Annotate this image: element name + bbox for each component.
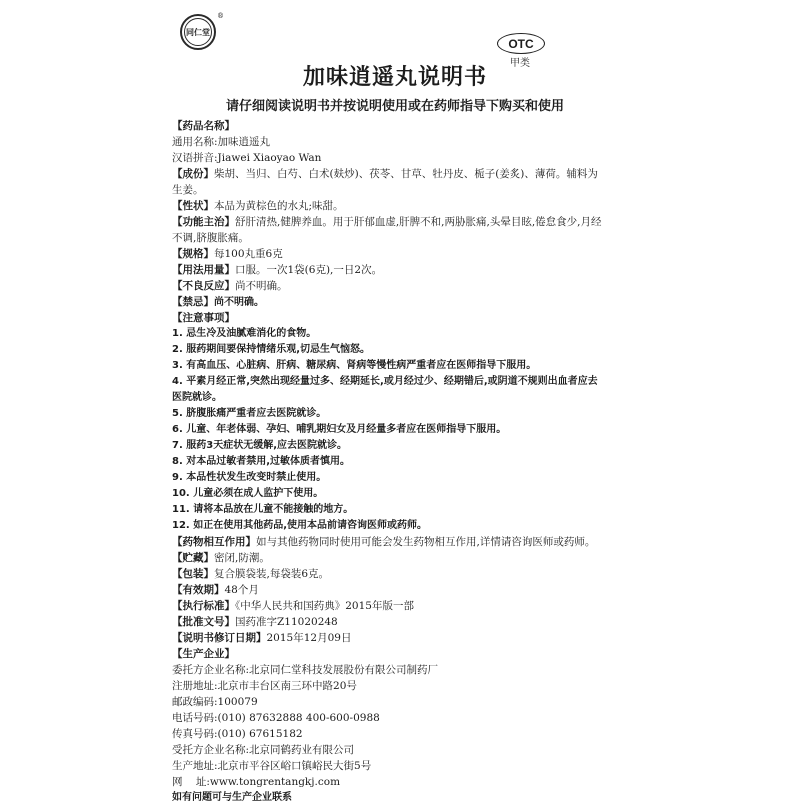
document-subtitle: 请仔细阅读说明书并按说明使用或在药师指导下购买和使用 <box>225 99 564 114</box>
contraindication-row: 【禁忌】尚不明确。 <box>172 296 264 308</box>
precaution-item: 9. 本品性状发生改变时禁止使用。 <box>172 472 327 483</box>
precaution-item: 10. 儿童必须在成人监护下使用。 <box>172 488 324 499</box>
revision-row: 【说明书修订日期】2015年12月09日 <box>172 632 352 644</box>
manufacturer-row: 受托方企业名称:北京同鹤药业有限公司 <box>172 744 355 756</box>
indications-row: 【功能主治】舒肝清热,健脾养血。用于肝郁血虚,肝脾不和,两胁胀痛,头晕目眩,倦怠食少,月经不调,脐腹胀痛。 <box>172 216 602 244</box>
adverse-row: 【不良反应】尚不明确。 <box>172 280 288 292</box>
precaution-item: 7. 服药3天症状无缓解,应去医院就诊。 <box>172 440 347 451</box>
generic-name-row: 通用名称:加味逍遥丸 <box>172 136 271 148</box>
precaution-item: 8. 对本品过敏者禁用,过敏体质者慎用。 <box>172 456 351 467</box>
precaution-item: 3. 有高血压、心脏病、肝病、糖尿病、肾病等慢性病严重者应在医师指导下服用。 <box>172 360 537 371</box>
pinyin-row: 汉语拼音:Jiawei Xiaoyao Wan <box>172 152 322 164</box>
company-logo: 同仁堂 <box>180 14 216 50</box>
manufacturer-row: 委托方企业名称:北京同仁堂科技发展股份有限公司制药厂 <box>172 664 439 676</box>
manufacturer-row: 邮政编码:100079 <box>172 696 258 708</box>
footer-contact-note: 如有问题可与生产企业联系 <box>172 792 292 803</box>
otc-class-label: 甲类 <box>510 58 530 69</box>
registered-mark: ® <box>217 12 224 20</box>
manufacturer-row: 注册地址:北京市丰台区南三环中路20号 <box>172 680 357 692</box>
document-title: 加味逍遥丸说明书 <box>302 65 487 90</box>
validity-row: 【有效期】48个月 <box>172 584 259 596</box>
properties-row: 【性状】本品为黄棕色的水丸;味甜。 <box>172 200 344 212</box>
precaution-item: 5. 脐腹胀痛严重者应去医院就诊。 <box>172 408 327 419</box>
precaution-item: 6. 儿童、年老体弱、孕妇、哺乳期妇女及月经量多者应在医师指导下服用。 <box>172 424 507 435</box>
manufacturer-row: 传真号码:(010) 67615182 <box>172 728 303 740</box>
spec-row: 【规格】每100丸重6克 <box>172 248 283 260</box>
precaution-item: 12. 如正在使用其他药品,使用本品前请咨询医师或药师。 <box>172 520 427 531</box>
otc-badge: OTC <box>497 33 545 54</box>
storage-row: 【贮藏】密闭,防潮。 <box>172 552 270 564</box>
ingredients-row: 【成份】柴胡、当归、白芍、白术(麸炒)、茯苓、甘草、牡丹皮、栀子(姜炙)、薄荷。辅料为生姜。 <box>172 168 598 196</box>
precaution-item: 1. 忌生冷及油腻难消化的食物。 <box>172 328 317 339</box>
leaflet-body <box>172 118 602 806</box>
approval-row: 【批准文号】国药准字Z11020248 <box>172 616 338 628</box>
standard-row: 【执行标准】《中华人民共和国药典》2015年版一部 <box>172 600 414 612</box>
interaction-row: 【药物相互作用】如与其他药物同时使用可能会发生药物相互作用,详情请咨询医师或药师。 <box>172 536 596 548</box>
manufacturer-row: 生产地址:北京市平谷区峪口镇峪民大街5号 <box>172 760 372 772</box>
usage-row: 【用法用量】口服。一次1袋(6克),一日2次。 <box>172 264 383 276</box>
manufacturer-row: 电话号码:(010) 87632888 400-600-0988 <box>172 712 380 724</box>
section-precautions: 【注意事项】 <box>172 312 235 324</box>
section-drug-name: 【药品名称】 <box>172 120 235 132</box>
precaution-item: 4. 平素月经正常,突然出现经量过多、经期延长,或月经过少、经期错后,或阴道不规则出血者应去医院就诊。 <box>172 376 598 403</box>
section-manufacturer: 【生产企业】 <box>172 648 235 660</box>
precaution-item: 11. 请将本品放在儿童不能接触的地方。 <box>172 504 354 515</box>
precaution-item: 2. 服药期间要保持情绪乐观,切忌生气恼怒。 <box>172 344 371 355</box>
manufacturer-row: 网 址:www.tongrentangkj.com <box>172 776 341 788</box>
package-row: 【包装】复合膜袋装,每袋装6克。 <box>172 568 330 580</box>
